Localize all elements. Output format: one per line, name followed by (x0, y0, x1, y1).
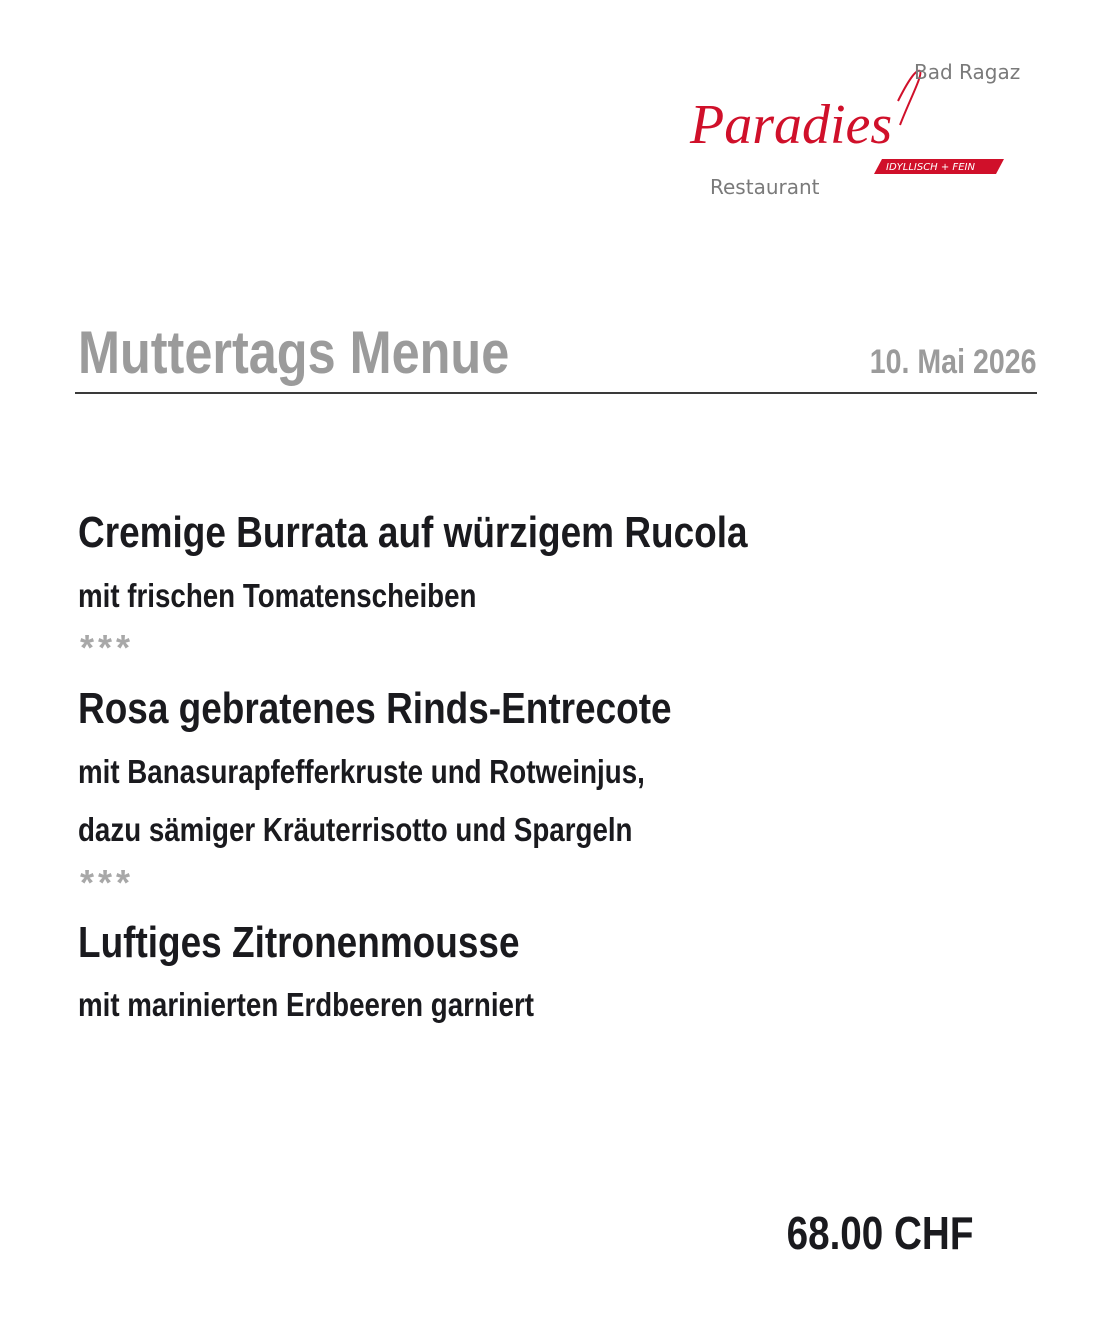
course-2-description-line-1: mit Banasurapfefferkruste und Rotweinjus, (78, 753, 645, 790)
course-1-description: mit frischen Tomatenscheiben (78, 577, 477, 614)
course-1-name: Cremige Burrata auf würzigem Rucola (78, 508, 748, 557)
svg-text:Bad Ragaz: Bad Ragaz (914, 60, 1021, 84)
svg-text:Paradies: Paradies (690, 94, 893, 156)
course-3-description: mit marinierten Erdbeeren garniert (78, 986, 534, 1023)
course-separator: *** (80, 862, 135, 903)
restaurant-logo (670, 55, 1040, 200)
svg-text:Restaurant: Restaurant (710, 175, 820, 199)
course-2-description-line-2: dazu sämiger Kräuterrisotto und Spargeln (78, 811, 633, 848)
course-3-name: Luftiges Zitronenmousse (78, 918, 520, 967)
course-separator: *** (80, 627, 135, 668)
svg-text:IDYLLISCH + FEIN: IDYLLISCH + FEIN (886, 162, 975, 173)
menu-price: 68.00 CHF (786, 1207, 973, 1259)
menu-title: Muttertags Menue (78, 319, 510, 386)
menu-date: 10. Mai 2026 (869, 343, 1036, 381)
header-divider (75, 392, 1037, 394)
course-2-name: Rosa gebratenes Rinds-Entrecote (78, 684, 672, 733)
